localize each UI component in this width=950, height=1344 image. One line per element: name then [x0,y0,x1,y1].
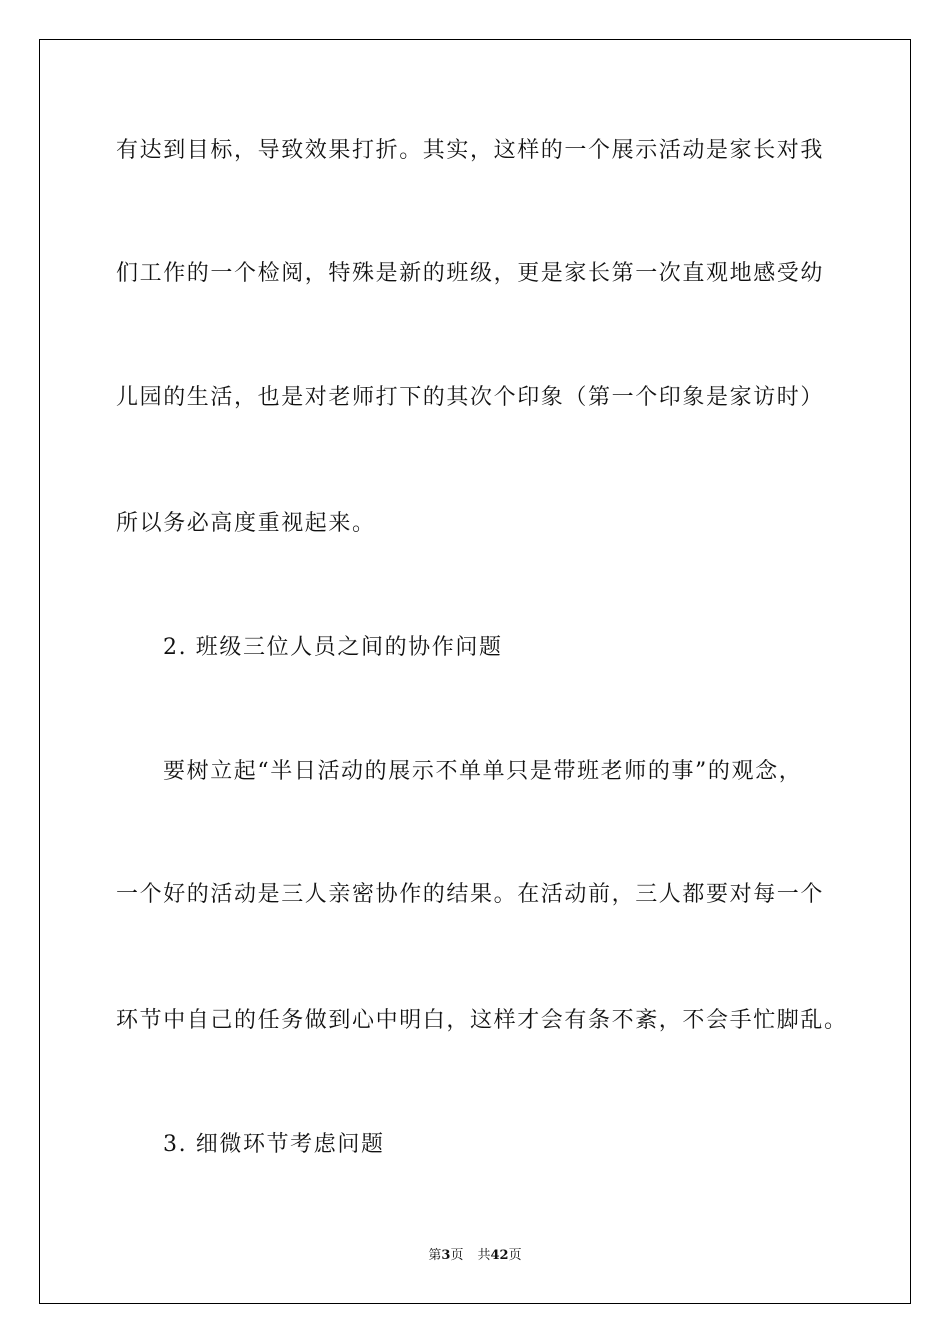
body-line-2: 们工作的一个检阅，特殊是新的班级，更是家长第一次直观地感受幼 [116,261,825,286]
body-line-7: 一个好的活动是三人亲密协作的结果。在活动前，三人都要对每一个 [116,882,825,907]
section-heading-2: 2. 班级三位人员之间的协作问题 [163,635,503,660]
footer-total-prefix: 共 [477,1248,491,1263]
footer-total-pages: 42 [490,1248,509,1263]
footer-total-suffix: 页 [508,1248,522,1263]
body-line-8: 环节中自己的任务做到心中明白，这样才会有条不紊，不会手忙脚乱。 [116,1008,848,1033]
body-line-6: 要树立起“半日活动的展示不单单只是带班老师的事”的观念， [163,759,803,784]
footer-page-suffix: 页 [450,1248,464,1263]
section-heading-3: 3. 细微环节考虑问题 [163,1132,385,1157]
body-line-4: 所以务必高度重视起来。 [116,511,376,536]
page-border [39,39,911,1304]
page-footer [0,1247,950,1265]
footer-page-prefix: 第 [428,1248,442,1263]
body-line-1: 有达到目标，导致效果打折。其实，这样的一个展示活动是家长对我 [116,138,825,163]
body-line-3: 儿园的生活，也是对老师打下的其次个印象（第一个印象是家访时） [116,385,825,410]
footer-page-number: 3 [441,1248,451,1263]
